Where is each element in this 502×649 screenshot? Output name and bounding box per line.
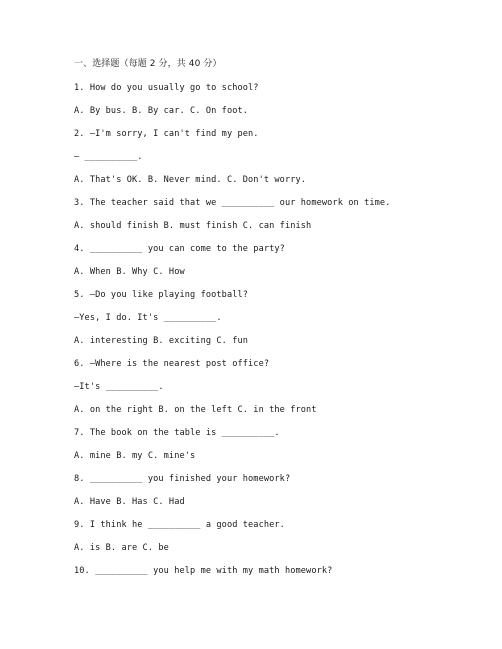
question-5-reply: —Yes, I do. It's __________. (74, 313, 222, 323)
question-2: 2. —I'm sorry, I can't find my pen. (74, 129, 259, 139)
question-8-options: A. Have B. Has C. Had (74, 497, 185, 507)
question-10: 10. __________ you help me with my math homework? (74, 566, 333, 576)
question-2-reply: — __________. (74, 152, 143, 162)
question-7: 7. The book on the table is __________. (74, 428, 280, 438)
question-6: 6. —Where is the nearest post office? (74, 359, 270, 369)
question-5: 5. —Do you like playing football? (74, 290, 249, 300)
question-2-options: A. That's OK. B. Never mind. C. Don't worry. (74, 175, 307, 185)
question-1: 1. How do you usually go to school? (74, 83, 259, 93)
question-4-options: A. When B. Why C. How (74, 267, 185, 277)
question-9: 9. I think he __________ a good teacher. (74, 520, 285, 530)
question-3-options: A. should finish B. must finish C. can finish (74, 221, 312, 231)
question-6-reply: —It's __________. (74, 382, 164, 392)
question-6-options: A. on the right B. on the left C. in the front (74, 405, 317, 415)
question-9-options: A. is B. are C. be (74, 543, 169, 553)
question-3: 3. The teacher said that we __________ our homework on time. (74, 198, 391, 208)
question-5-options: A. interesting B. exciting C. fun (74, 336, 249, 346)
question-4: 4. __________ you can come to the party? (74, 244, 285, 254)
question-1-options: A. By bus. B. By car. C. On foot. (74, 106, 249, 116)
section-heading: 一、选择题（每题 2 分，共 40 分） (74, 59, 222, 69)
question-8: 8. __________ you finished your homework? (74, 474, 291, 484)
question-7-options: A. mine B. my C. mine's (74, 451, 196, 461)
